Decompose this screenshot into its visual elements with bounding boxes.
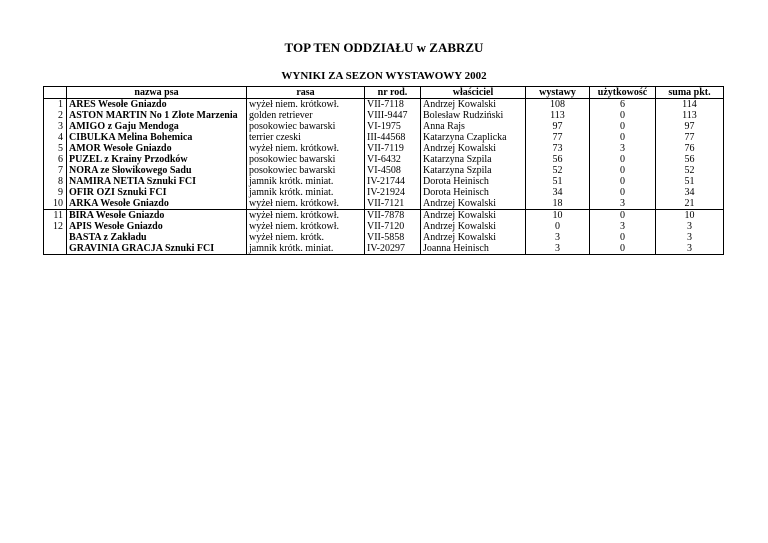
shows-points-cell: 73 (526, 143, 590, 154)
row-number-cell: 7 (44, 165, 67, 176)
total-points-cell: 10 (656, 210, 724, 222)
row-number-cell: 4 (44, 132, 67, 143)
row-number-cell: 12 (44, 221, 67, 232)
table-row (44, 121, 724, 132)
row-number-cell (44, 232, 67, 243)
breed-cell: wyżeł niem. krótk. (247, 232, 365, 243)
breed-cell: wyżeł niem. krótkowł. (247, 210, 365, 222)
registration-number-cell: III-44568 (365, 132, 421, 143)
header-name: nazwa psa (67, 87, 247, 99)
owner-cell: Katarzyna Czaplicka (421, 132, 526, 143)
utility-points-cell: 0 (590, 154, 656, 165)
table-row (44, 243, 724, 255)
owner-cell: Andrzej Kowalski (421, 210, 526, 222)
table-row (44, 132, 724, 143)
owner-cell: Andrzej Kowalski (421, 99, 526, 111)
table-body (44, 99, 724, 255)
table-row (44, 232, 724, 243)
breed-cell: wyżeł niem. krótkowł. (247, 198, 365, 210)
dog-name-cell: ARES Wesołe Gniazdo (67, 99, 247, 111)
utility-points-cell: 0 (590, 243, 656, 255)
utility-points-cell: 0 (590, 176, 656, 187)
total-points-cell: 114 (656, 99, 724, 111)
registration-number-cell: IV-21924 (365, 187, 421, 198)
table-row (44, 221, 724, 232)
owner-cell: Anna Rajs (421, 121, 526, 132)
breed-cell: wyżeł niem. krótkowł. (247, 221, 365, 232)
breed-cell: wyżeł niem. krótkowł. (247, 143, 365, 154)
breed-cell: jamnik krótk. miniat. (247, 187, 365, 198)
dog-name-cell: ASTON MARTIN No 1 Złote Marzenia (67, 110, 247, 121)
header-breed: rasa (247, 87, 365, 99)
registration-number-cell: VI-1975 (365, 121, 421, 132)
shows-points-cell: 0 (526, 221, 590, 232)
registration-number-cell: VII-7120 (365, 221, 421, 232)
shows-points-cell: 18 (526, 198, 590, 210)
utility-points-cell: 0 (590, 132, 656, 143)
shows-points-cell: 3 (526, 232, 590, 243)
row-number-cell (44, 243, 67, 255)
breed-cell: posokowiec bawarski (247, 154, 365, 165)
page-subtitle: WYNIKI ZA SEZON WYSTAWOWY 2002 (281, 70, 487, 82)
registration-number-cell: VII-7878 (365, 210, 421, 222)
utility-points-cell: 3 (590, 221, 656, 232)
utility-points-cell: 0 (590, 232, 656, 243)
table-row (44, 165, 724, 176)
owner-cell: Dorota Heinisch (421, 176, 526, 187)
registration-number-cell: VI-6432 (365, 154, 421, 165)
shows-points-cell: 56 (526, 154, 590, 165)
owner-cell: Andrzej Kowalski (421, 198, 526, 210)
utility-points-cell: 0 (590, 210, 656, 222)
owner-cell: Andrzej Kowalski (421, 221, 526, 232)
dog-name-cell: PUZEL z Krainy Przodków (67, 154, 247, 165)
dog-name-cell: APIS Wesołe Gniazdo (67, 221, 247, 232)
utility-points-cell: 0 (590, 121, 656, 132)
shows-points-cell: 3 (526, 243, 590, 255)
breed-cell: jamnik krótk. miniat. (247, 243, 365, 255)
dog-name-cell: AMOR Wesołe Gniazdo (67, 143, 247, 154)
registration-number-cell: VI-4508 (365, 165, 421, 176)
row-number-cell: 9 (44, 187, 67, 198)
table-row (44, 176, 724, 187)
utility-points-cell: 6 (590, 99, 656, 111)
table-row (44, 99, 724, 111)
dog-name-cell: NAMIRA NETIA Sznuki FCI (67, 176, 247, 187)
registration-number-cell: VIII-9447 (365, 110, 421, 121)
shows-points-cell: 108 (526, 99, 590, 111)
breed-cell: wyżeł niem. krótkowł. (247, 99, 365, 111)
total-points-cell: 77 (656, 132, 724, 143)
header-utility: użytkowość (590, 87, 656, 99)
dog-name-cell: BIRA Wesołe Gniazdo (67, 210, 247, 222)
owner-cell: Andrzej Kowalski (421, 232, 526, 243)
owner-cell: Bolesław Rudziński (421, 110, 526, 121)
dog-name-cell: GRAVINIA GRACJA Sznuki FCI (67, 243, 247, 255)
breed-cell: golden retriever (247, 110, 365, 121)
total-points-cell: 52 (656, 165, 724, 176)
dog-name-cell: AMIGO z Gaju Mendoga (67, 121, 247, 132)
shows-points-cell: 97 (526, 121, 590, 132)
utility-points-cell: 0 (590, 187, 656, 198)
utility-points-cell: 0 (590, 165, 656, 176)
dog-name-cell: CIBULKA Melina Bohemica (67, 132, 247, 143)
registration-number-cell: IV-21744 (365, 176, 421, 187)
row-number-cell: 5 (44, 143, 67, 154)
owner-cell: Joanna Heinisch (421, 243, 526, 255)
utility-points-cell: 3 (590, 143, 656, 154)
owner-cell: Katarzyna Szpila (421, 154, 526, 165)
dog-name-cell: NORA ze Słowikowego Sadu (67, 165, 247, 176)
shows-points-cell: 34 (526, 187, 590, 198)
owner-cell: Andrzej Kowalski (421, 143, 526, 154)
utility-points-cell: 0 (590, 110, 656, 121)
breed-cell: terrier czeski (247, 132, 365, 143)
header-owner: właściciel (421, 87, 526, 99)
results-table (43, 86, 724, 255)
dog-name-cell: OFIR OZI Sznuki FCI (67, 187, 247, 198)
owner-cell: Dorota Heinisch (421, 187, 526, 198)
row-number-cell: 10 (44, 198, 67, 210)
table-row (44, 187, 724, 198)
total-points-cell: 113 (656, 110, 724, 121)
table-row (44, 210, 724, 222)
utility-points-cell: 3 (590, 198, 656, 210)
registration-number-cell: VII-7118 (365, 99, 421, 111)
owner-cell: Katarzyna Szpila (421, 165, 526, 176)
row-number-cell: 11 (44, 210, 67, 222)
table-header-row (44, 87, 724, 99)
header-lp (44, 87, 67, 99)
registration-number-cell: VII-5858 (365, 232, 421, 243)
total-points-cell: 21 (656, 198, 724, 210)
total-points-cell: 34 (656, 187, 724, 198)
registration-number-cell: VII-7121 (365, 198, 421, 210)
header-reg: nr rod. (365, 87, 421, 99)
table-row (44, 154, 724, 165)
total-points-cell: 56 (656, 154, 724, 165)
row-number-cell: 8 (44, 176, 67, 187)
shows-points-cell: 52 (526, 165, 590, 176)
total-points-cell: 3 (656, 232, 724, 243)
breed-cell: posokowiec bawarski (247, 121, 365, 132)
total-points-cell: 51 (656, 176, 724, 187)
total-points-cell: 97 (656, 121, 724, 132)
shows-points-cell: 77 (526, 132, 590, 143)
shows-points-cell: 51 (526, 176, 590, 187)
dog-name-cell: BASTA z Zakładu (67, 232, 247, 243)
row-number-cell: 6 (44, 154, 67, 165)
breed-cell: posokowiec bawarski (247, 165, 365, 176)
table-row (44, 198, 724, 210)
registration-number-cell: VII-7119 (365, 143, 421, 154)
total-points-cell: 76 (656, 143, 724, 154)
dog-name-cell: ARKA Wesołe Gniazdo (67, 198, 247, 210)
total-points-cell: 3 (656, 221, 724, 232)
breed-cell: jamnik krótk. miniat. (247, 176, 365, 187)
row-number-cell: 2 (44, 110, 67, 121)
registration-number-cell: IV-20297 (365, 243, 421, 255)
shows-points-cell: 10 (526, 210, 590, 222)
shows-points-cell: 113 (526, 110, 590, 121)
row-number-cell: 1 (44, 99, 67, 111)
total-points-cell: 3 (656, 243, 724, 255)
table-row (44, 143, 724, 154)
page-title: TOP TEN ODDZIAŁU w ZABRZU (284, 40, 484, 55)
row-number-cell: 3 (44, 121, 67, 132)
header-shows: wystawy (526, 87, 590, 99)
table-row (44, 110, 724, 121)
header-total: suma pkt. (656, 87, 724, 99)
